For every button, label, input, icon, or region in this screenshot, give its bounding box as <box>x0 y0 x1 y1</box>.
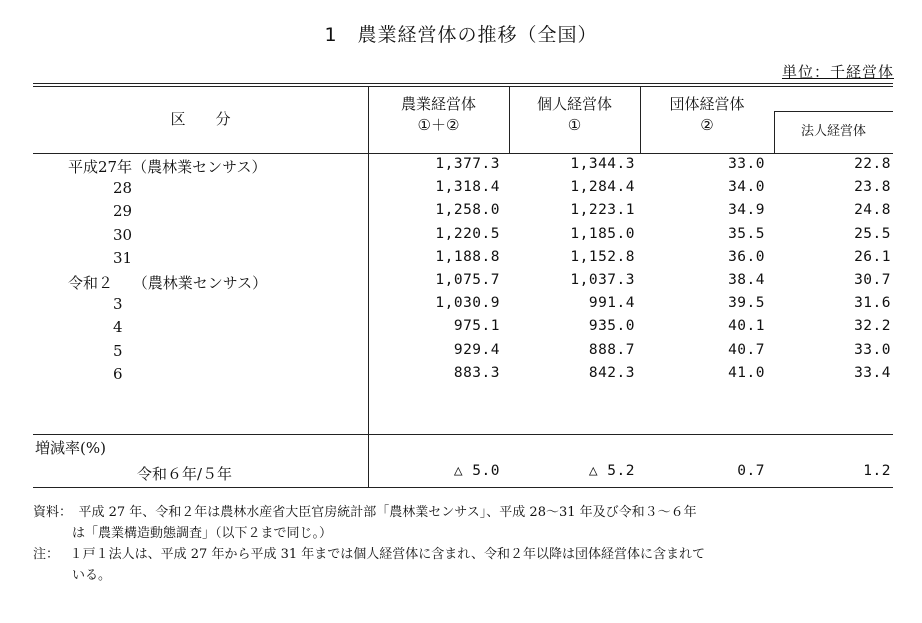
change-label: 令和６年/５年 <box>137 465 233 483</box>
source-note-line1: 資料： 平成 27 年、令和２年は農林水産省大臣官房統計部「農林業センサス」、平成 28～31 年及び令和３～６年 <box>33 505 697 520</box>
cell-corporate: 30.7 <box>854 272 891 288</box>
cell-individual: 842.3 <box>588 364 635 381</box>
header-farm-entities <box>368 94 509 136</box>
cell-group: 38.4 <box>728 272 765 288</box>
change-row <box>33 463 893 485</box>
row-label: 29 <box>113 202 133 221</box>
cell-corporate: 32.2 <box>854 318 891 335</box>
remark-line2: いる。 <box>33 568 112 583</box>
cell-farm-entities: 1,377.3 <box>435 156 500 172</box>
header-individual <box>509 94 640 136</box>
table-row <box>33 226 893 248</box>
cell-individual: 1,185.0 <box>570 225 635 242</box>
header-bottom-rule <box>33 153 893 154</box>
cell-farm-entities: 1,188.8 <box>435 248 500 265</box>
cell-farm-entities: 975.1 <box>453 318 500 335</box>
table-row <box>33 365 893 387</box>
change-v1: △ 5.0 <box>453 463 500 479</box>
header-group <box>640 94 774 136</box>
table-row <box>33 295 893 317</box>
cell-individual: 888.7 <box>588 341 635 358</box>
cell-group: 35.5 <box>728 225 765 242</box>
table-row <box>33 318 893 340</box>
change-section-rule <box>33 434 893 435</box>
change-heading: 増減率(%) <box>35 439 106 457</box>
cell-corporate: 23.8 <box>854 179 891 196</box>
header-group-l2: ② <box>700 116 714 134</box>
change-heading-row <box>33 437 893 459</box>
header-group-l1: 団体経営体 <box>669 95 745 113</box>
table-row <box>33 342 893 364</box>
cell-corporate: 25.5 <box>854 225 891 242</box>
row-label: 3 <box>113 295 123 314</box>
cell-group: 41.0 <box>728 364 765 381</box>
change-v4: 1.2 <box>863 463 891 479</box>
table-bottom-rule <box>33 487 893 488</box>
cell-corporate: 33.4 <box>854 364 891 381</box>
row-label: 30 <box>113 225 133 244</box>
row-label: 平成27年（農林業センサス） <box>68 158 267 176</box>
page-title <box>0 20 922 47</box>
title-text: 農業経営体の推移（全国） <box>357 24 598 46</box>
cell-farm-entities: 883.3 <box>453 364 500 381</box>
cell-individual: 1,284.4 <box>570 179 635 196</box>
table-top-rule-inner <box>33 86 893 87</box>
header-corporate: 法人経営体 <box>800 124 866 139</box>
header-individual-l2: ① <box>567 116 582 134</box>
remark-line1: 注： １戸１法人は、平成 27 年から平成 31 年までは個人経営体に含まれ、令和２年以降は団体経営体に含まれて <box>33 547 706 562</box>
title-number: 1 <box>324 24 338 46</box>
cell-individual: 1,223.1 <box>570 202 635 219</box>
cell-group: 33.0 <box>728 156 765 172</box>
header-farm-entities-l2: ①＋② <box>417 116 460 134</box>
header-individual-l1: 個人経営体 <box>536 95 612 113</box>
row-label: 令和２ （農林業センサス） <box>68 274 268 292</box>
cell-group: 34.9 <box>728 202 765 219</box>
change-v2: △ 5.2 <box>588 463 635 479</box>
cell-group: 40.7 <box>728 341 765 358</box>
cell-farm-entities: 1,258.0 <box>435 202 500 219</box>
cell-corporate: 22.8 <box>854 156 891 172</box>
table-row <box>33 202 893 224</box>
table-top-rule <box>33 83 893 84</box>
table-row <box>33 272 893 294</box>
cell-corporate: 26.1 <box>854 248 891 265</box>
source-note-line2: は「農業構造動態調査」（以下２まで同じ。） <box>33 526 333 541</box>
header-category: 区 分 <box>170 110 231 128</box>
cell-individual: 991.4 <box>588 295 635 312</box>
cell-corporate: 31.6 <box>854 295 891 312</box>
change-v3: 0.7 <box>737 463 765 479</box>
cell-group: 36.0 <box>728 248 765 265</box>
row-label: 5 <box>113 341 123 360</box>
cell-farm-entities: 1,030.9 <box>435 295 500 312</box>
corp-subheader-rule <box>774 111 893 112</box>
cell-corporate: 33.0 <box>854 341 891 358</box>
cell-group: 39.5 <box>728 295 765 312</box>
unit-text: ：千経営体 <box>813 63 894 81</box>
unit-prefix: 単位 <box>781 63 814 81</box>
row-label: 28 <box>113 179 133 198</box>
unit-label <box>782 61 894 82</box>
table-row <box>33 156 893 178</box>
row-label: 6 <box>113 364 123 383</box>
cell-group: 40.1 <box>728 318 765 335</box>
cell-farm-entities: 1,220.5 <box>435 225 500 242</box>
cell-corporate: 24.8 <box>854 202 891 219</box>
cell-farm-entities: 1,318.4 <box>435 179 500 196</box>
cell-group: 34.0 <box>728 179 765 196</box>
row-label: 4 <box>113 318 123 337</box>
footnotes <box>33 502 903 586</box>
cell-farm-entities: 929.4 <box>453 341 500 358</box>
cell-individual: 935.0 <box>588 318 635 335</box>
cell-farm-entities: 1,075.7 <box>435 272 500 288</box>
cell-individual: 1,037.3 <box>570 272 635 288</box>
cell-individual: 1,344.3 <box>570 156 635 172</box>
table-row <box>33 249 893 271</box>
row-label: 31 <box>113 248 133 267</box>
header-farm-entities-l1: 農業経営体 <box>400 95 476 113</box>
table-row <box>33 179 893 201</box>
cell-individual: 1,152.8 <box>570 248 635 265</box>
